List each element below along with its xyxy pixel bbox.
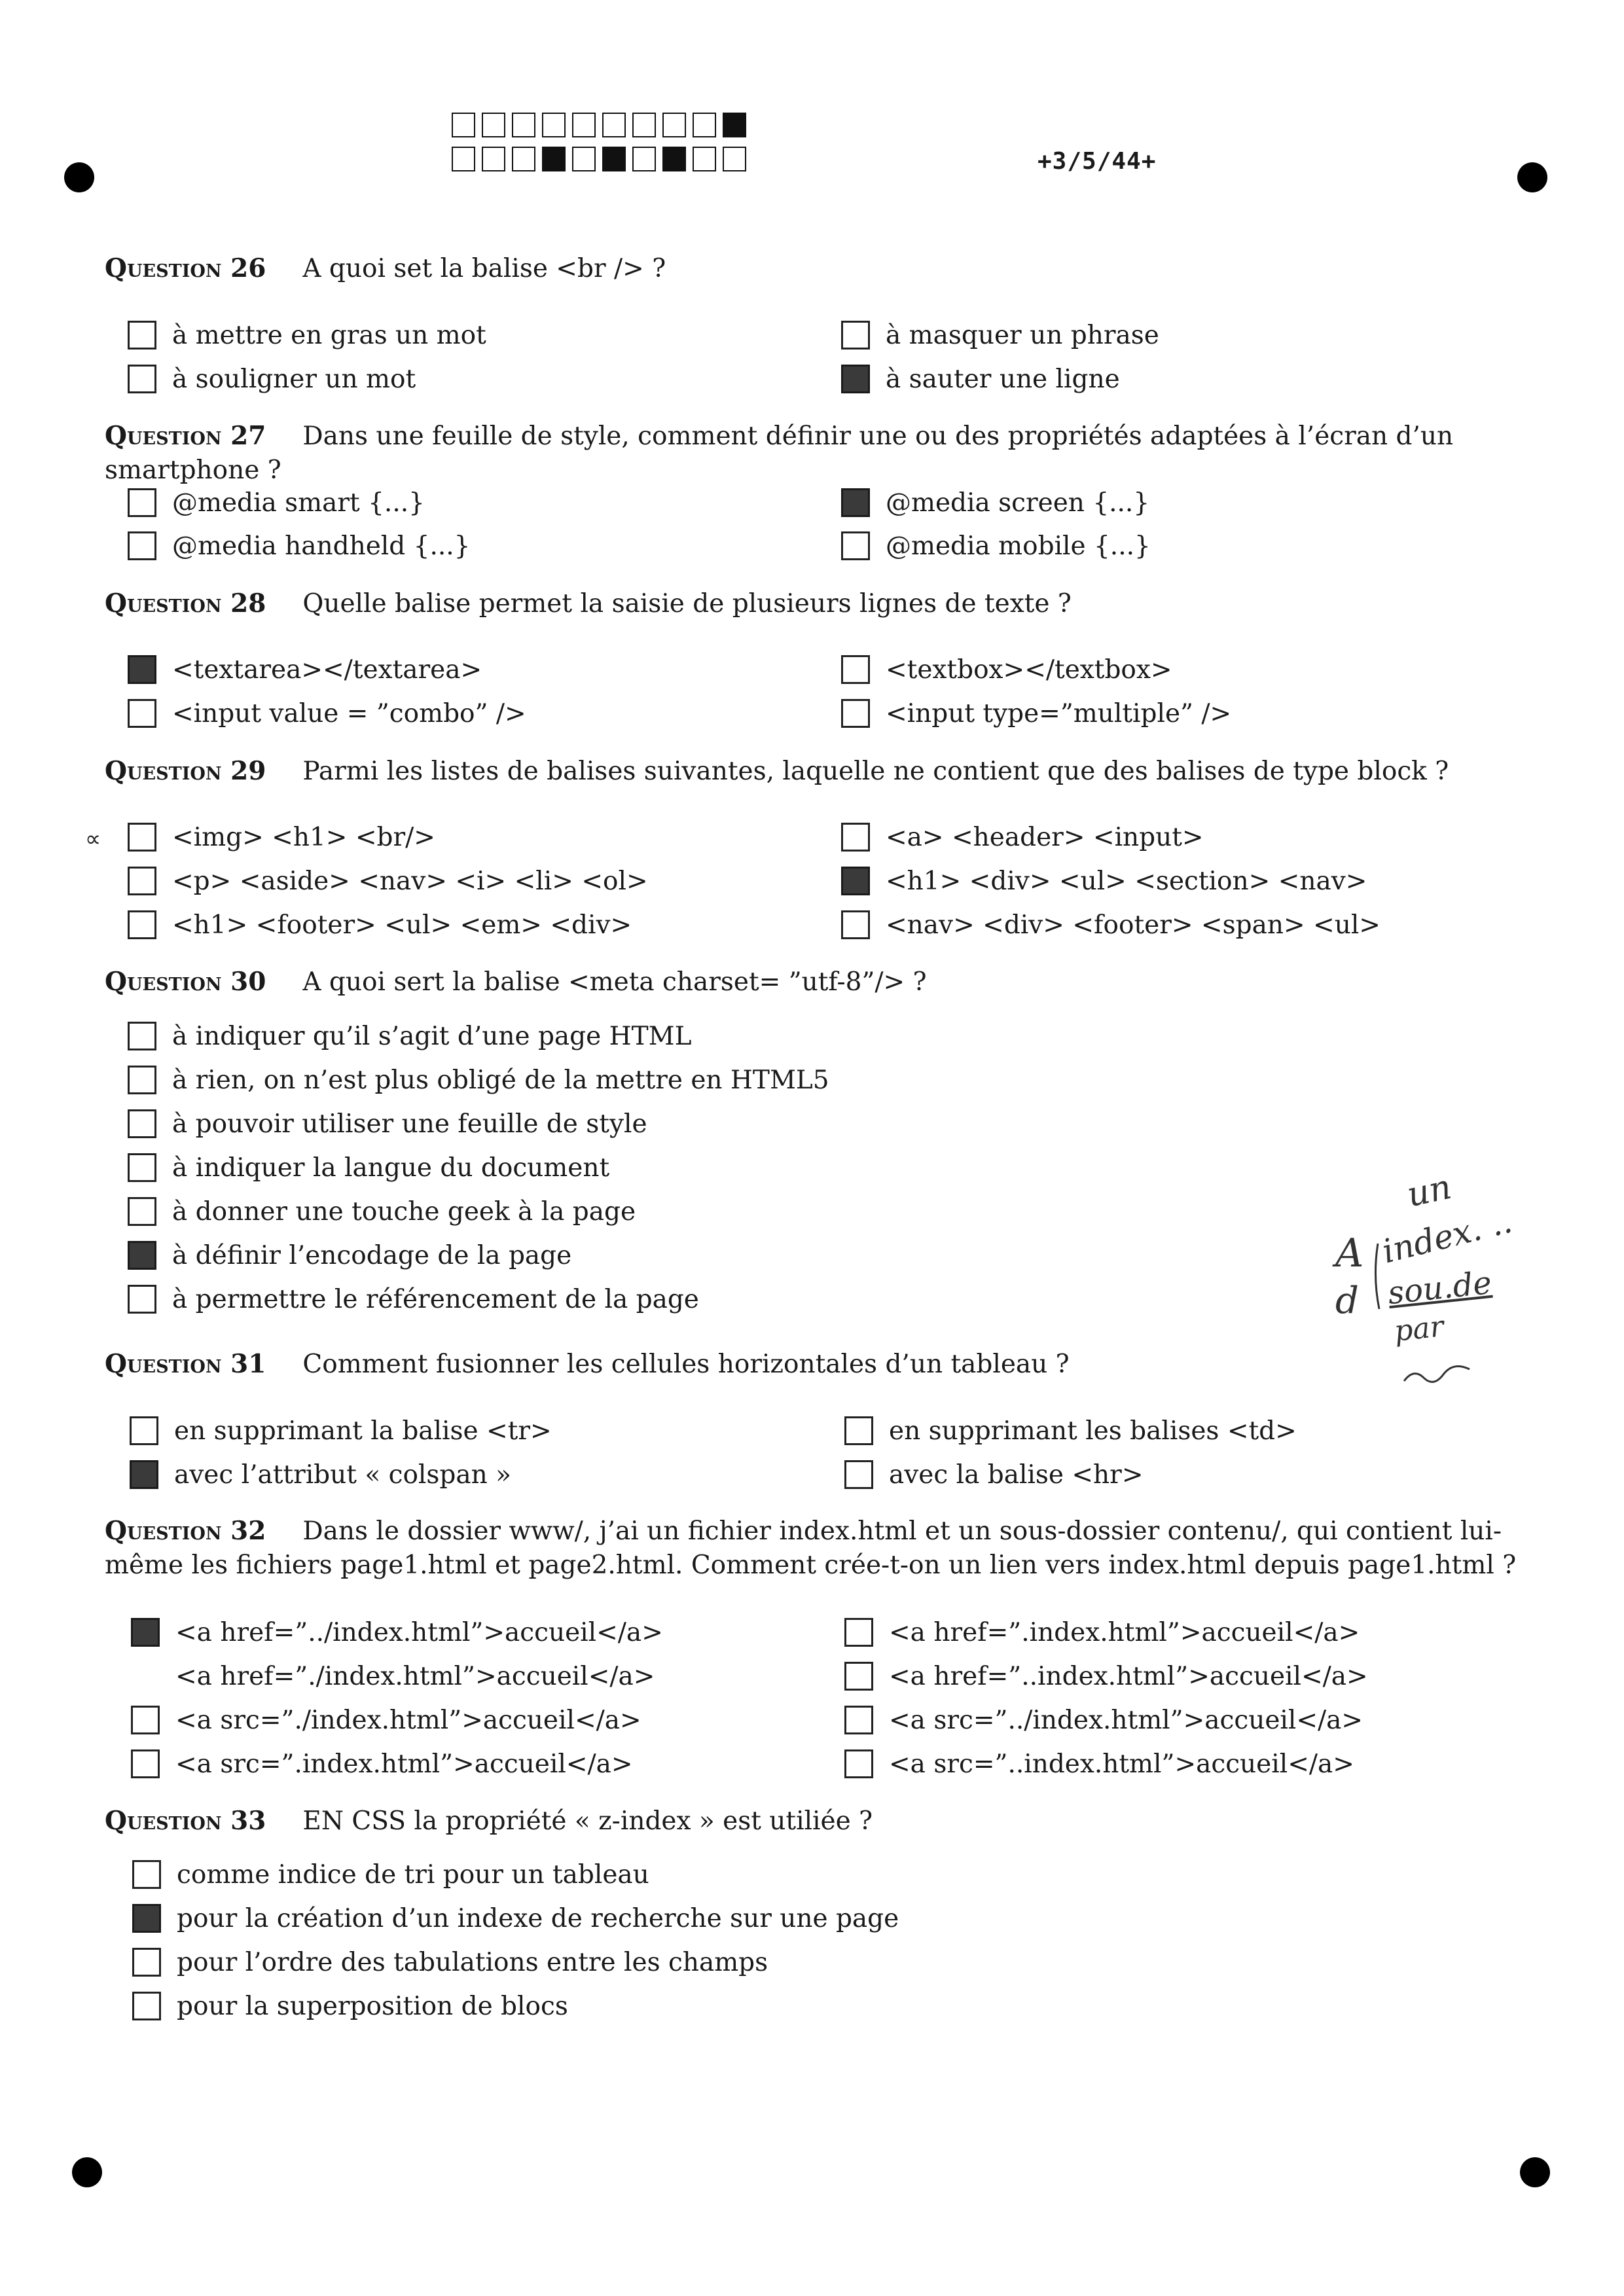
answer-option[interactable] <box>844 1659 1368 1693</box>
answer-checkbox[interactable] <box>132 1992 161 2020</box>
answer-option[interactable] <box>128 1238 571 1272</box>
answer-option[interactable] <box>128 820 435 854</box>
registration-dot-bottom-left <box>72 2157 102 2187</box>
id-grid-cell[interactable] <box>452 113 475 137</box>
answer-option[interactable] <box>128 1063 829 1097</box>
answer-label: <a href=”./index.html”>accueil</a> <box>175 1661 655 1691</box>
answer-checkbox[interactable] <box>841 910 870 939</box>
answer-option[interactable] <box>128 318 486 352</box>
answer-label: <a href=”../index.html”>accueil</a> <box>175 1617 663 1647</box>
handwritten-letter-a: A <box>1335 1230 1364 1276</box>
answer-option[interactable] <box>132 1901 899 1935</box>
answer-checkbox[interactable] <box>841 488 870 517</box>
answer-label: <input type=”multiple” /> <box>886 698 1232 728</box>
answer-label: <p> <aside> <nav> <i> <li> <ol> <box>172 866 648 896</box>
answer-option[interactable] <box>128 1151 609 1185</box>
answer-label: en supprimant les balises <td> <box>889 1416 1297 1446</box>
answer-label: <textarea></textarea> <box>172 655 482 685</box>
answer-label: à sauter une ligne <box>886 364 1120 394</box>
question-29 <box>105 754 1532 789</box>
id-grid-cell[interactable] <box>723 113 746 137</box>
question-number: Question 32 <box>105 1516 266 1546</box>
answer-option[interactable] <box>844 1747 1354 1781</box>
answer-checkbox[interactable] <box>132 1860 161 1889</box>
answer-label: pour l’ordre des tabulations entre les champs <box>177 1947 768 1977</box>
answer-checkbox[interactable] <box>128 867 156 895</box>
answer-checkbox[interactable] <box>128 1022 156 1050</box>
answer-label: à masquer un phrase <box>886 320 1159 350</box>
id-grid-cell[interactable] <box>632 147 656 171</box>
id-grid-cell[interactable] <box>482 147 505 171</box>
answer-checkbox[interactable] <box>841 321 870 350</box>
answer-option[interactable] <box>132 1989 568 2023</box>
answer-label: en supprimant la balise <tr> <box>174 1416 552 1446</box>
answer-option[interactable] <box>128 362 416 396</box>
answer-label: <input value = ”combo” /> <box>172 698 526 728</box>
answer-checkbox[interactable] <box>130 1416 158 1445</box>
id-grid-cell[interactable] <box>512 113 535 137</box>
answer-option[interactable] <box>130 1414 552 1448</box>
id-grid-cell[interactable] <box>693 147 716 171</box>
answer-checkbox[interactable] <box>128 655 156 684</box>
question-text: EN CSS la propriété « z-index » est utiliée ? <box>302 1806 873 1836</box>
answer-label: <a href=”..index.html”>accueil</a> <box>889 1661 1368 1691</box>
answer-option[interactable] <box>130 1458 511 1492</box>
answer-option[interactable] <box>128 1282 699 1316</box>
answer-label: <h1> <footer> <ul> <em> <div> <box>172 910 632 940</box>
id-grid-cell[interactable] <box>662 147 686 171</box>
answer-checkbox[interactable] <box>841 867 870 895</box>
answer-option[interactable] <box>128 908 632 942</box>
answer-option[interactable] <box>132 1945 768 1979</box>
answer-checkbox[interactable] <box>844 1416 873 1445</box>
answer-label: à souligner un mot <box>172 364 416 394</box>
id-grid-cell[interactable] <box>572 113 596 137</box>
answer-option[interactable] <box>128 486 425 520</box>
answer-label: à rien, on n’est plus obligé de la mettre en HTML5 <box>172 1065 829 1095</box>
answer-label: pour la superposition de blocs <box>177 1991 568 2021</box>
question-28 <box>105 586 1532 621</box>
question-text: A quoi set la balise <br /> ? <box>302 254 666 283</box>
question-31 <box>105 1347 1532 1382</box>
answer-checkbox[interactable] <box>131 1662 160 1691</box>
handwritten-bracket <box>1365 1240 1391 1312</box>
answer-label: <a src=”.index.html”>accueil</a> <box>175 1749 633 1779</box>
answer-option[interactable] <box>132 1857 649 1892</box>
answer-option[interactable] <box>844 1414 1297 1448</box>
id-grid-cell[interactable] <box>482 113 505 137</box>
answer-label: avec la balise <hr> <box>889 1460 1144 1490</box>
answer-checkbox[interactable] <box>128 365 156 393</box>
answer-label: à permettre le référencement de la page <box>172 1284 699 1314</box>
answer-checkbox[interactable] <box>844 1460 873 1489</box>
answer-label: à définir l’encodage de la page <box>172 1240 572 1270</box>
answer-checkbox[interactable] <box>844 1749 873 1778</box>
answer-option[interactable] <box>841 696 1231 730</box>
question-number: Question 26 <box>105 253 266 283</box>
question-30 <box>105 965 1532 999</box>
answer-label: <img> <h1> <br/> <box>172 822 435 852</box>
answer-option[interactable] <box>841 362 1120 396</box>
question-number: Question 29 <box>105 756 266 786</box>
answer-option[interactable] <box>841 318 1159 352</box>
question-text: Dans une feuille de style, comment définir une ou des propriétés adaptées à l’écran d’un smartphone ? <box>105 422 1454 485</box>
question-number: Question 31 <box>105 1349 266 1379</box>
answer-checkbox[interactable] <box>844 1662 873 1691</box>
id-grid-cell[interactable] <box>693 113 716 137</box>
answer-option[interactable] <box>128 653 482 687</box>
answer-checkbox[interactable] <box>128 823 156 852</box>
answer-label: à indiquer qu’il s’agit d’une page HTML <box>172 1021 692 1051</box>
question-text: Dans le dossier www/, j’ai un fichier index.html et un sous-dossier contenu/, qui contient lui-même les fichiers page1.html et page2.html. Comment crée-t-on un lien vers index.html depuis page1.html ? <box>105 1516 1517 1580</box>
answer-label: avec l’attribut « colspan » <box>174 1460 511 1490</box>
answer-label: à pouvoir utiliser une feuille de style <box>172 1109 647 1139</box>
answer-option[interactable] <box>841 529 1151 563</box>
answer-checkbox[interactable] <box>841 531 870 560</box>
answer-checkbox[interactable] <box>844 1618 873 1647</box>
question-text: Comment fusionner les cellules horizontales d’un tableau ? <box>302 1350 1070 1379</box>
question-number: Question 28 <box>105 588 266 619</box>
answer-option[interactable] <box>841 908 1380 942</box>
student-id-row-1 <box>452 113 753 139</box>
answer-label: <nav> <div> <footer> <span> <ul> <box>886 910 1380 940</box>
answer-label: @media smart {...} <box>172 488 425 518</box>
handwritten-note-un: un <box>1403 1167 1455 1215</box>
answer-checkbox[interactable] <box>132 1948 161 1977</box>
answer-label: <textbox></textbox> <box>886 655 1172 685</box>
answer-option[interactable] <box>128 529 470 563</box>
answer-checkbox[interactable] <box>128 531 156 560</box>
handwritten-letter-d: d <box>1335 1280 1359 1322</box>
answer-label: <a href=”.index.html”>accueil</a> <box>889 1617 1360 1647</box>
question-32 <box>105 1514 1532 1583</box>
answer-checkbox[interactable] <box>128 699 156 728</box>
handwritten-note-sou: sou.de <box>1386 1264 1494 1312</box>
answer-label: à mettre en gras un mot <box>172 320 486 350</box>
id-grid-cell[interactable] <box>542 113 566 137</box>
answer-checkbox[interactable] <box>128 1241 156 1270</box>
answer-checkbox[interactable] <box>128 1285 156 1314</box>
answer-label: <a src=”../index.html”>accueil</a> <box>889 1705 1363 1735</box>
answer-label: @media mobile {...} <box>886 531 1151 561</box>
margin-mark: ∝ <box>85 826 101 852</box>
question-text: A quoi sert la balise <meta charset= ”utf-8”/> ? <box>302 967 927 997</box>
answer-checkbox[interactable] <box>841 655 870 684</box>
answer-checkbox[interactable] <box>128 1109 156 1138</box>
answer-label: à indiquer la langue du document <box>172 1153 610 1183</box>
answer-option[interactable] <box>131 1703 641 1737</box>
answer-label: @media screen {...} <box>886 488 1150 518</box>
answer-label: <a src=”./index.html”>accueil</a> <box>175 1705 641 1735</box>
answer-option[interactable] <box>131 1659 655 1693</box>
question-number: Question 30 <box>105 967 266 997</box>
answer-option[interactable] <box>128 864 648 898</box>
registration-dot-bottom-right <box>1520 2157 1550 2187</box>
answer-option[interactable] <box>128 1019 691 1053</box>
answer-option[interactable] <box>128 1107 647 1141</box>
answer-option[interactable] <box>841 486 1149 520</box>
answer-option[interactable] <box>131 1615 663 1649</box>
page-code: +3/5/44+ <box>1038 148 1157 175</box>
answer-checkbox[interactable] <box>131 1706 160 1734</box>
answer-label: <a src=”..index.html”>accueil</a> <box>889 1749 1354 1779</box>
answer-checkbox[interactable] <box>131 1749 160 1778</box>
question-text: Parmi les listes de balises suivantes, laquelle ne contient que des balises de type block ? <box>302 757 1449 786</box>
handwritten-note-par: par <box>1392 1310 1445 1348</box>
answer-option[interactable] <box>841 653 1172 687</box>
id-grid-cell[interactable] <box>632 113 656 137</box>
answer-option[interactable] <box>844 1458 1144 1492</box>
answer-checkbox[interactable] <box>128 488 156 517</box>
answer-option[interactable] <box>844 1703 1363 1737</box>
answer-checkbox[interactable] <box>128 1153 156 1182</box>
answer-label: pour la création d’un indexe de recherche sur une page <box>177 1903 899 1933</box>
answer-label: comme indice de tri pour un tableau <box>177 1859 649 1890</box>
id-grid-cell[interactable] <box>572 147 596 171</box>
answer-checkbox[interactable] <box>128 910 156 939</box>
answer-checkbox[interactable] <box>128 321 156 350</box>
registration-dot-top-right <box>1517 162 1547 192</box>
question-text: Quelle balise permet la saisie de plusieurs lignes de texte ? <box>302 589 1072 619</box>
answer-label: @media handheld {...} <box>172 531 471 561</box>
id-grid-cell[interactable] <box>602 147 626 171</box>
answer-checkbox[interactable] <box>841 365 870 393</box>
id-grid-cell[interactable] <box>542 147 566 171</box>
question-number: Question 27 <box>105 421 266 451</box>
handwritten-note-index: index. .. <box>1378 1202 1516 1271</box>
question-number: Question 33 <box>105 1806 266 1836</box>
registration-dot-top-left <box>64 162 94 192</box>
answer-checkbox[interactable] <box>130 1460 158 1489</box>
answer-checkbox[interactable] <box>132 1904 161 1933</box>
answer-checkbox[interactable] <box>128 1066 156 1094</box>
answer-option[interactable] <box>128 1194 636 1229</box>
answer-option[interactable] <box>841 820 1204 854</box>
answer-option[interactable] <box>844 1615 1360 1649</box>
answer-option[interactable] <box>128 696 526 730</box>
id-grid-cell[interactable] <box>662 113 686 137</box>
answer-checkbox[interactable] <box>841 699 870 728</box>
id-grid-cell[interactable] <box>602 113 626 137</box>
id-grid-cell[interactable] <box>723 147 746 171</box>
question-27 <box>105 419 1532 488</box>
answer-checkbox[interactable] <box>844 1706 873 1734</box>
student-id-row-2 <box>452 147 753 173</box>
question-26 <box>105 251 1532 286</box>
id-grid-cell[interactable] <box>452 147 475 171</box>
answer-checkbox[interactable] <box>841 823 870 852</box>
question-33 <box>105 1804 1532 1839</box>
answer-label: <h1> <div> <ul> <section> <nav> <box>886 866 1367 896</box>
answer-option[interactable] <box>841 864 1367 898</box>
answer-label: à donner une touche geek à la page <box>172 1196 636 1227</box>
answer-checkbox[interactable] <box>128 1197 156 1226</box>
answer-checkbox[interactable] <box>131 1618 160 1647</box>
id-grid-cell[interactable] <box>512 147 535 171</box>
answer-label: <a> <header> <input> <box>886 822 1204 852</box>
answer-option[interactable] <box>131 1747 633 1781</box>
